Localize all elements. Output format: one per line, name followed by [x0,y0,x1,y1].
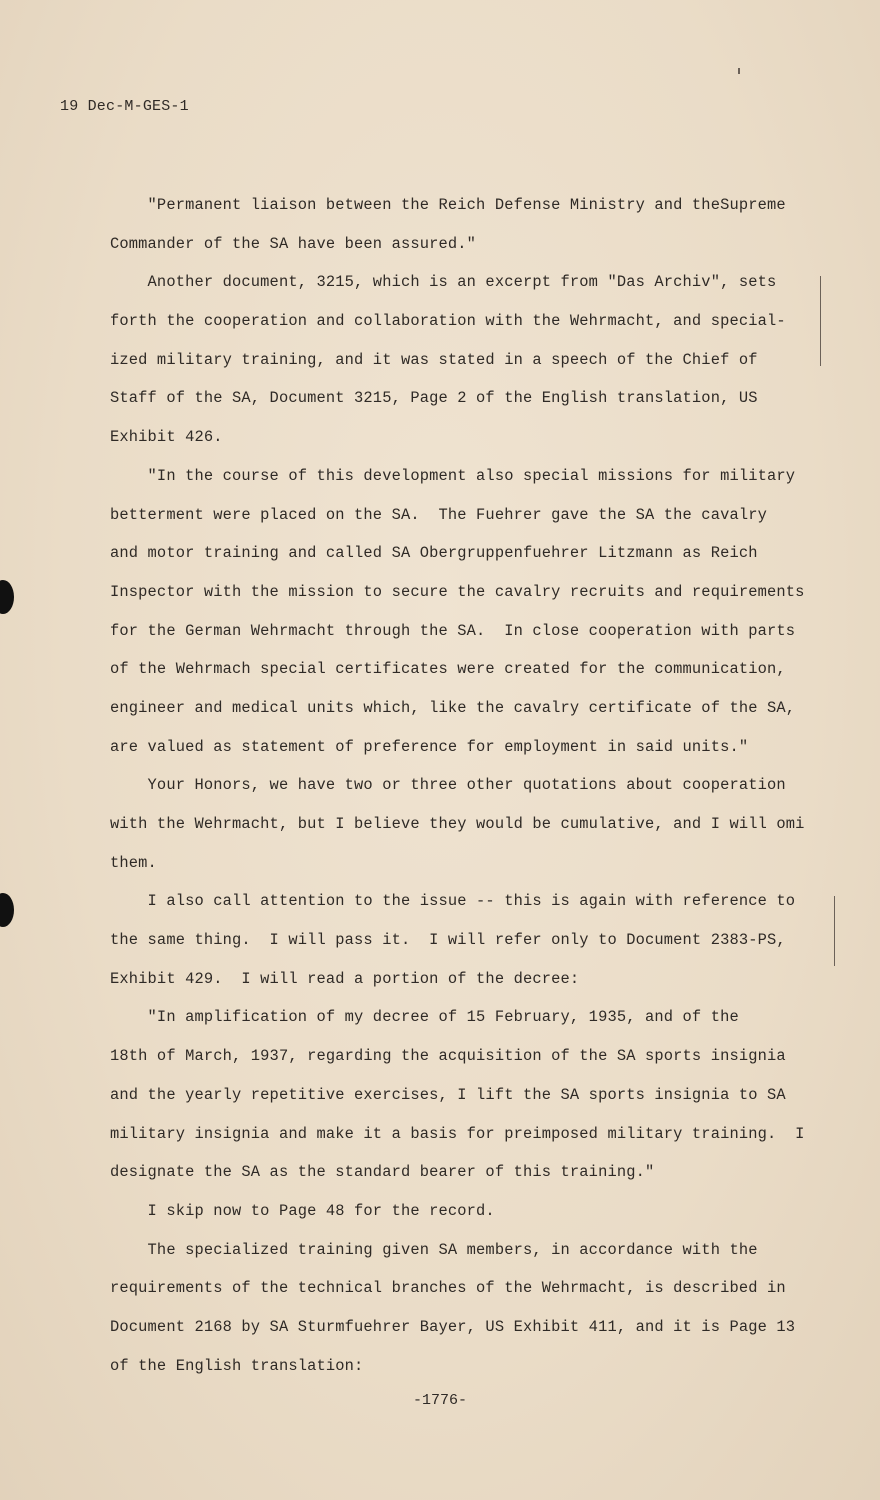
transcript-line: them. [110,853,157,872]
transcript-line: designate the SA as the standard bearer of this training." [110,1163,655,1182]
transcript-line: The specialized training given SA members, in accordance with the [110,1240,758,1259]
speck [738,68,740,74]
transcript-line: I also call attention to the issue -- this is again with reference to [110,892,796,911]
transcript-line: the same thing. I will pass it. I will refer only to Document 2383-PS, [110,931,786,950]
transcript-line: requirements of the technical branches of the Wehrmacht, is described in [110,1279,786,1298]
transcript-line: Inspector with the mission to secure the cavalry recruits and requirements [110,582,805,601]
transcript-line: ized military training, and it was stated in a speech of the Chief of [110,350,758,369]
transcript-line: "In the course of this development also special missions for military [110,466,796,485]
transcript-line: I skip now to Page 48 for the record. [110,1201,495,1220]
transcript-line: forth the cooperation and collaboration with the Wehrmacht, and special- [110,312,786,331]
transcript-line: 18th of March, 1937, regarding the acquisition of the SA sports insignia [110,1047,786,1066]
punch-hole [0,893,14,927]
transcript-line: betterment were placed on the SA. The Fuehrer gave the SA the cavalry [110,505,768,524]
transcript-line: are valued as statement of preference for employment in said units." [110,737,749,756]
document-reference: 19 Dec-M-GES-1 [60,98,189,115]
transcript-line: Exhibit 426. [110,428,223,447]
transcript-line: Commander of the SA have been assured." [110,234,477,253]
transcript-line: and motor training and called SA Obergruppenfuehrer Litzmann as Reich [110,544,758,563]
transcript-line: with the Wehrmacht, but I believe they would be cumulative, and I will omi [110,815,805,833]
transcript-line: Another document, 3215, which is an excerpt from "Das Archiv", sets [110,273,777,292]
transcript-line: Document 2168 by SA Sturmfuehrer Bayer, US Exhibit 411, and it is Page 13 [110,1317,796,1336]
page-number: -1776- [412,1392,467,1409]
margin-mark [834,896,835,966]
transcript-line: engineer and medical units which, like the cavalry certificate of the SA, [110,698,796,717]
transcript-line: Your Honors, we have two or three other quotations about cooperation [110,776,786,795]
punch-hole [0,580,14,614]
transcript-line: Staff of the SA, Document 3215, Page 2 of the English translation, US [110,389,758,408]
transcript-body [110,186,822,1385]
transcript-line: of the English translation: [110,1356,364,1375]
transcript-line: "In amplification of my decree of 15 February, 1935, and of the [110,1008,739,1027]
transcript-line: for the German Wehrmacht through the SA. In close cooperation with parts [110,621,796,640]
transcript-line: "Permanent liaison between the Reich Defense Ministry and theSupreme [110,196,786,214]
transcript-line: military insignia and make it a basis for preimposed military training. I [110,1124,805,1143]
transcript-line: and the yearly repetitive exercises, I lift the SA sports insignia to SA [110,1085,786,1104]
transcript-line: Exhibit 429. I will read a portion of the decree: [110,969,580,988]
transcript-line: of the Wehrmach special certificates were created for the communication, [110,660,786,679]
